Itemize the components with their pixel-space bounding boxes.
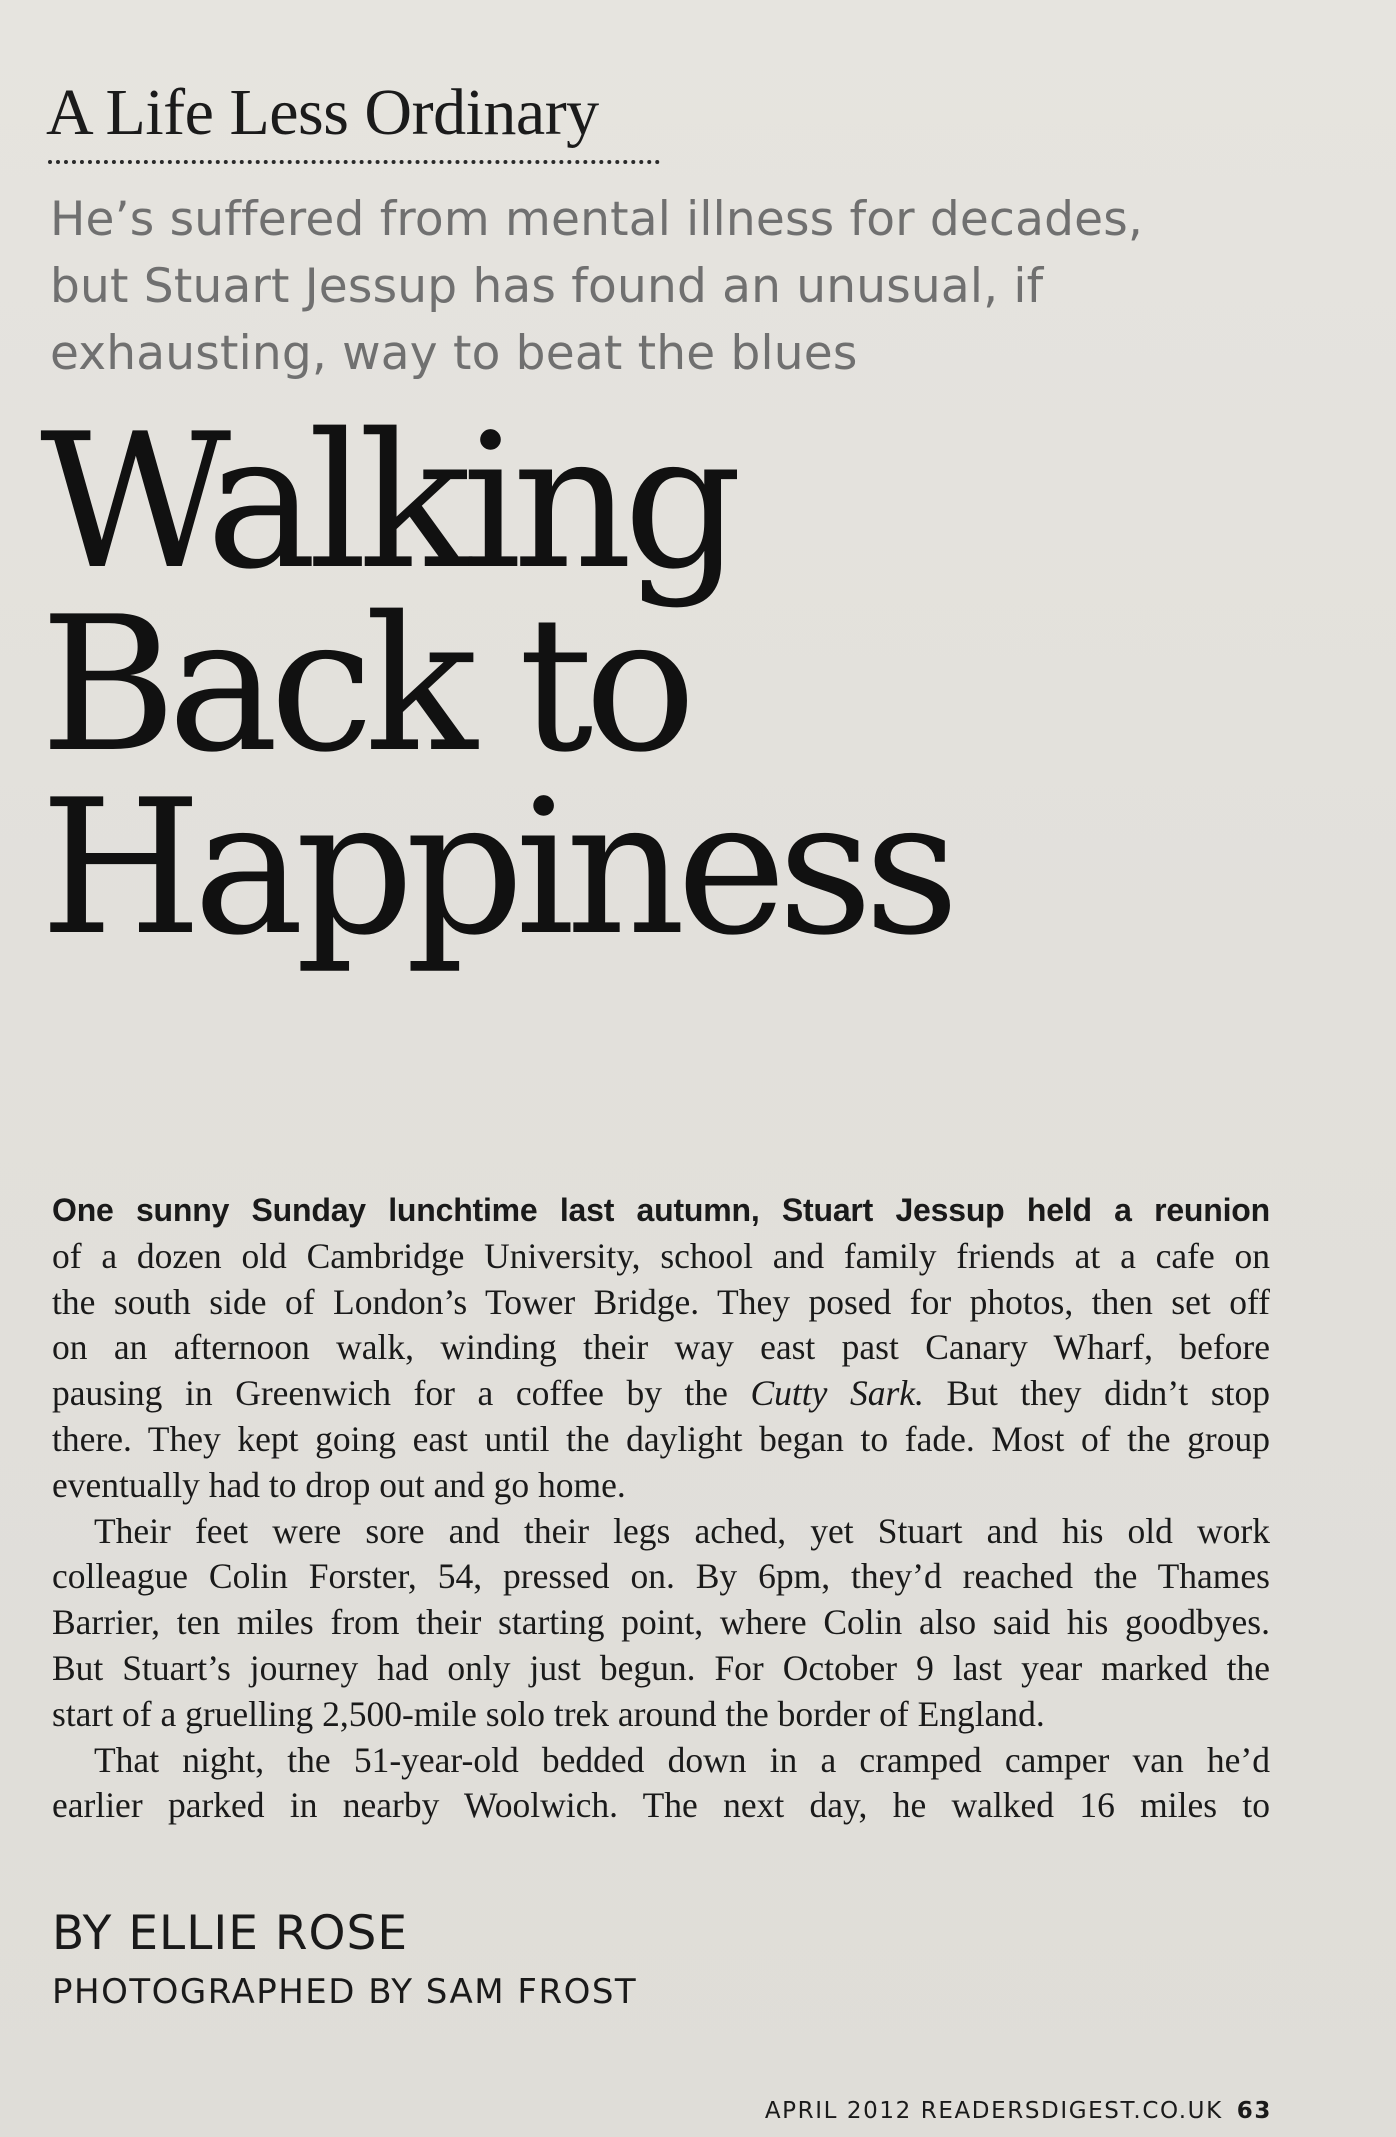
- dotted-divider: [48, 160, 660, 164]
- headline-line: Walking: [40, 393, 734, 610]
- headline: [40, 393, 951, 976]
- article-line: on an afternoon walk, winding their way east past Canary Wharf, before: [52, 1327, 1270, 1368]
- lead-in: One sunny Sunday lunchtime last autumn, Stuart Jessup held a reunion: [52, 1192, 1270, 1228]
- article-line: [52, 1371, 1270, 1417]
- issue-info: APRIL 2012 READERSDIGEST.CO.UK: [764, 2098, 1223, 2124]
- ship-name: Cutty Sark.: [750, 1373, 924, 1414]
- headline-line: Back to: [40, 576, 688, 793]
- article-line: the south side of London’s Tower Bridge. They posed for photos, then set off: [52, 1281, 1270, 1322]
- article-text: pausing in Greenwich for a coffee by the: [52, 1373, 751, 1414]
- article-text: But they didn’t stop: [923, 1373, 1271, 1414]
- article-line: earlier parked in nearby Woolwich. The next day, he walked 16 miles to: [52, 1785, 1270, 1826]
- article-line: start of a gruelling 2,500-mile solo trek around the border of England.: [52, 1693, 1045, 1734]
- article-line: That night, the 51-year-old bedded down in a cramped camper van he’d: [94, 1739, 1270, 1780]
- photo-credit: PHOTOGRAPHED BY SAM FROST: [52, 1972, 638, 2012]
- standfirst-line: He’s suffered from mental illness for decades,: [50, 192, 1144, 247]
- article-line: But Stuart’s journey had only just begun. For October 9 last year marked the: [52, 1647, 1270, 1688]
- headline-line: Happiness: [40, 759, 951, 976]
- page-footer: [765, 2100, 1272, 2123]
- article-line: Barrier, ten miles from their starting point, where Colin also said his goodbyes.: [52, 1602, 1270, 1643]
- page-number: 63: [1236, 2098, 1272, 2124]
- article-body: [52, 1187, 1270, 1829]
- article-line: eventually had to drop out and go home.: [52, 1464, 626, 1505]
- article-line: [52, 1187, 1270, 1234]
- standfirst-line: but Stuart Jessup has found an unusual, if: [50, 259, 1044, 314]
- standfirst-line: exhausting, way to beat the blues: [50, 326, 858, 381]
- section-label: A Life Less Ordinary: [46, 76, 599, 149]
- article-line: there. They kept going east until the daylight began to fade. Most of the group: [52, 1418, 1270, 1459]
- article-line: colleague Colin Forster, 54, pressed on. By 6pm, they’d reached the Thames: [52, 1556, 1270, 1597]
- byline: BY ELLIE ROSE: [52, 1906, 409, 1961]
- article-line: Their feet were sore and their legs ached, yet Stuart and his old work: [94, 1510, 1270, 1551]
- standfirst: [50, 186, 1310, 387]
- article-line: of a dozen old Cambridge University, school and family friends at a cafe on: [52, 1235, 1270, 1276]
